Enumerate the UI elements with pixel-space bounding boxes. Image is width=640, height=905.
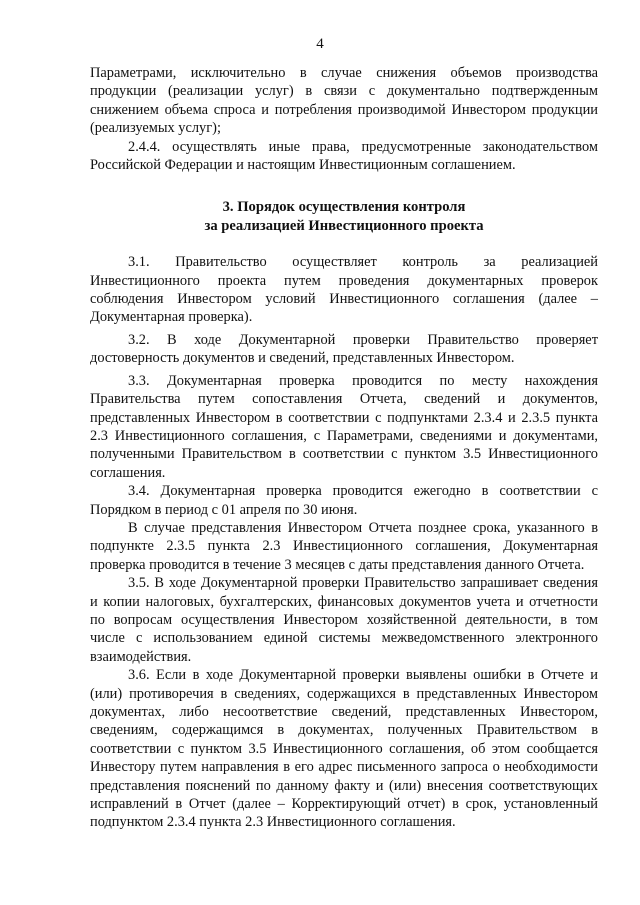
paragraph-3-5: 3.5. В ходе Документарной проверки Правительство запрашивает сведения и копии налоговых, бухгалтерских, финансовых документов учета и отчетности по вопросам осуществления Инвестором хозяйственной деятельности, в том числе с использованием единой системы межведомственного электронного взаимодействия. [90, 575, 598, 665]
paragraph-continuation: Параметрами, исключительно в случае снижения объемов производства продукции (реализации услуг) в связи с документально подтвержденным снижением объема спроса и потребления производимой Инвестором продукции (реализуемых услуг); [90, 65, 598, 137]
section-heading [90, 198, 598, 235]
paragraph-3-4: 3.4. Документарная проверка проводится ежегодно в соответствии с Порядком в период с 01 апреля по 30 июня. [90, 483, 598, 518]
section-heading-line-1: 3. Порядок осуществления контроля [222, 199, 466, 216]
section-heading-line-2: за реализацией Инвестиционного проекта [204, 217, 484, 234]
paragraph-3-6: 3.6. Если в ходе Документарной проверки выявлены ошибки в Отчете и (или) противоречия в сведениях, содержащихся в представленных Инвестором документах, либо несоответствие сведений, представленных Инвестором, сведениям, содержащимся в документах, полученных Правительством в соответствии с пунктом 3.5 Инвестиционного соглашения, об этом сообщается Инвестору путем направления в его адрес письменного запроса о необходимости представления пояснений по данному факту и (или) внесения соответствующих исправлений в Отчет (далее – Корректирующий отчет) в срок, установленный подпунктом 2.3.4 пункта 2.3 Инвестиционного соглашения. [90, 667, 598, 831]
paragraph-3-2: 3.2. В ходе Документарной проверки Правительство проверяет достоверность документов и сведений, представленных Инвестором. [90, 331, 598, 367]
paragraph-2-4-4: 2.4.4. осуществлять иные права, предусмотренные законодательством Российской Федерации и настоящим Инвестиционным соглашением. [90, 138, 598, 174]
page-number: 4 [316, 36, 324, 52]
document-body [90, 64, 598, 832]
paragraph-3-1: 3.1. Правительство осуществляет контроль за реализацией Инвестиционного проекта путем проведения документарных проверок соблюдения Инвестором условий Инвестиционного соглашения (далее – Документарная проверка). [90, 254, 598, 326]
paragraph-3-4-late-report: В случае представления Инвестором Отчета позднее срока, указанного в подпункте 2.3.5 пункта 2.3 Инвестиционного соглашения, Документарная проверка проводится в течение 3 месяцев с даты представления данного Отчета. [90, 519, 598, 573]
paragraph-3-3: 3.3. Документарная проверка проводится по месту нахождения Правительства путем сопоставления Отчета, сведений и документов, представленных Инвестором в соответствии с подпунктами 2.3.4 и 2.3.5 пункта 2.3 Инвестиционного соглашения, с Параметрами, сведениями и документами, полученными Правительством в соответствии с пунктом 3.5 Инвестиционного соглашения. [90, 372, 598, 481]
